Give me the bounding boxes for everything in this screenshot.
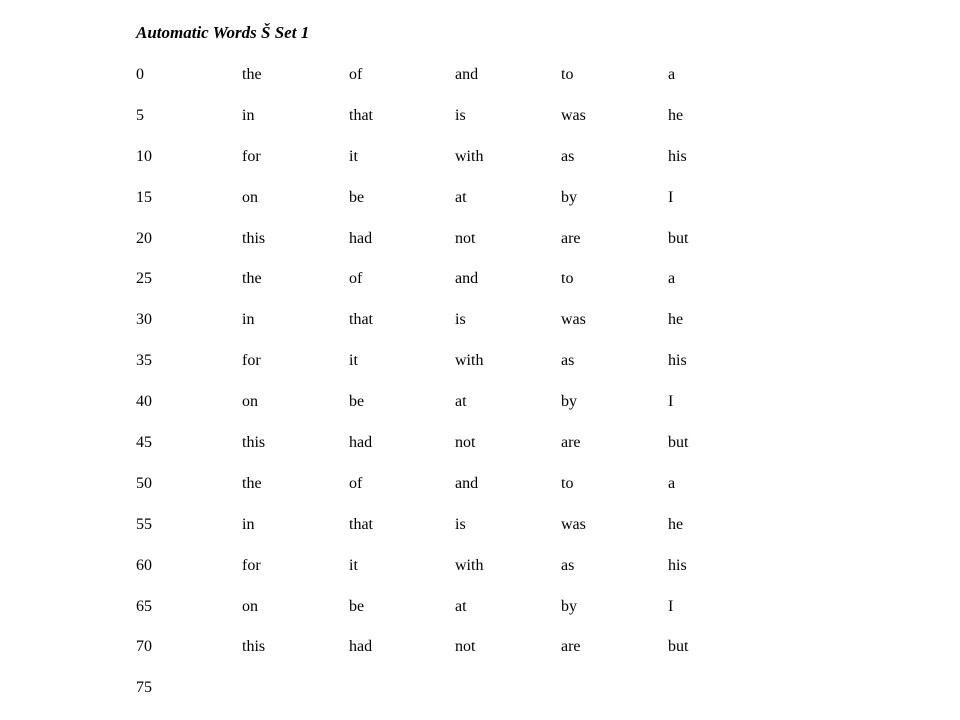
- word-cell: by: [561, 597, 577, 615]
- word-cell: had: [349, 434, 373, 452]
- row-number-cell: 40: [136, 393, 152, 411]
- word-cell: of: [349, 474, 363, 492]
- word-cell: are: [561, 229, 581, 247]
- word-cell: as: [561, 147, 575, 165]
- word-cell: to: [561, 270, 574, 288]
- word-cell: on: [242, 597, 258, 615]
- word-cell: for: [242, 556, 261, 574]
- word-table: [136, 64, 728, 701]
- row-number-cell: 25: [136, 270, 152, 288]
- word-cell: are: [561, 434, 581, 452]
- word-cell: I: [668, 597, 674, 615]
- word-cell: that: [349, 106, 373, 124]
- word-cell: a: [668, 270, 676, 288]
- table-row: [136, 514, 728, 555]
- word-cell: not: [455, 229, 476, 247]
- table-row: [136, 432, 728, 473]
- word-cell: had: [349, 638, 373, 656]
- table-row: [136, 228, 728, 269]
- word-cell: not: [455, 638, 476, 656]
- word-cell: to: [561, 474, 574, 492]
- word-cell: of: [349, 270, 363, 288]
- word-cell: of: [349, 66, 363, 83]
- word-cell: be: [349, 188, 365, 206]
- word-cell: I: [668, 393, 674, 411]
- word-cell: but: [668, 434, 689, 452]
- word-cell: in: [242, 106, 255, 124]
- word-cell: the: [242, 66, 262, 83]
- row-number-cell: 30: [136, 311, 152, 329]
- word-cell: as: [561, 352, 575, 370]
- word-cell: but: [668, 638, 689, 656]
- word-cell: be: [349, 393, 365, 411]
- word-cell: his: [668, 352, 687, 370]
- word-cell: was: [561, 515, 586, 533]
- word-cell: he: [668, 311, 684, 329]
- word-cell: this: [242, 638, 266, 656]
- word-cell: with: [455, 147, 484, 165]
- row-number-cell: 45: [136, 434, 152, 452]
- row-number-cell: 35: [136, 352, 152, 370]
- word-cell: to: [561, 66, 574, 83]
- table-row: [136, 677, 728, 701]
- row-number-cell: 60: [136, 556, 152, 574]
- table-row: [136, 391, 728, 432]
- word-cell: I: [668, 188, 674, 206]
- table-row: [136, 596, 728, 637]
- word-cell: are: [561, 638, 581, 656]
- word-cell: that: [349, 515, 373, 533]
- word-cell: was: [561, 311, 586, 329]
- table-row: [136, 187, 728, 228]
- word-cell: his: [668, 147, 687, 165]
- word-cell: at: [455, 597, 467, 615]
- row-number-cell: 65: [136, 597, 152, 615]
- word-cell: he: [668, 515, 684, 533]
- word-cell: he: [668, 106, 684, 124]
- table-row: [136, 555, 728, 596]
- word-cell: on: [242, 188, 258, 206]
- word-cell: but: [668, 229, 689, 247]
- word-cell: and: [455, 474, 479, 492]
- word-cell: a: [668, 66, 676, 83]
- word-cell: be: [349, 597, 365, 615]
- word-cell: the: [242, 270, 262, 288]
- word-cell: is: [455, 106, 466, 124]
- table-row: [136, 350, 728, 391]
- word-cell: it: [349, 352, 358, 370]
- word-cell: it: [349, 147, 358, 165]
- table-row: [136, 146, 728, 187]
- table-row: [136, 105, 728, 146]
- word-cell: in: [242, 311, 255, 329]
- row-number-cell: 15: [136, 188, 152, 206]
- word-table-body: [136, 64, 728, 701]
- word-cell: was: [561, 106, 586, 124]
- row-number-cell: 0: [136, 66, 144, 83]
- row-number-cell: 50: [136, 474, 152, 492]
- word-cell: a: [668, 474, 676, 492]
- word-cell: at: [455, 393, 467, 411]
- word-cell: in: [242, 515, 255, 533]
- row-number-cell: 10: [136, 147, 152, 165]
- word-cell: this: [242, 229, 266, 247]
- row-number-cell: 55: [136, 515, 152, 533]
- row-number-cell: 75: [136, 679, 152, 697]
- word-cell: and: [455, 270, 479, 288]
- word-cell: with: [455, 352, 484, 370]
- row-number-cell: 20: [136, 229, 152, 247]
- table-row: [136, 64, 728, 105]
- word-cell: is: [455, 311, 466, 329]
- word-cell: is: [455, 515, 466, 533]
- word-cell: this: [242, 434, 266, 452]
- word-cell: his: [668, 556, 687, 574]
- row-number-cell: 70: [136, 638, 152, 656]
- row-number-cell: 5: [136, 106, 144, 124]
- word-cell: that: [349, 311, 373, 329]
- word-cell: had: [349, 229, 373, 247]
- word-cell: not: [455, 434, 476, 452]
- table-row: [136, 473, 728, 514]
- word-cell: the: [242, 474, 262, 492]
- word-cell: it: [349, 556, 358, 574]
- word-cell: by: [561, 393, 577, 411]
- word-cell: at: [455, 188, 467, 206]
- word-cell: by: [561, 188, 577, 206]
- table-row: [136, 636, 728, 677]
- word-cell: for: [242, 147, 261, 165]
- word-cell: and: [455, 66, 479, 83]
- document-title: Automatic Words Š Set 1: [136, 23, 310, 42]
- word-cell: as: [561, 556, 575, 574]
- word-cell: for: [242, 352, 261, 370]
- table-row: [136, 268, 728, 309]
- word-cell: with: [455, 556, 484, 574]
- word-cell: on: [242, 393, 258, 411]
- table-row: [136, 309, 728, 350]
